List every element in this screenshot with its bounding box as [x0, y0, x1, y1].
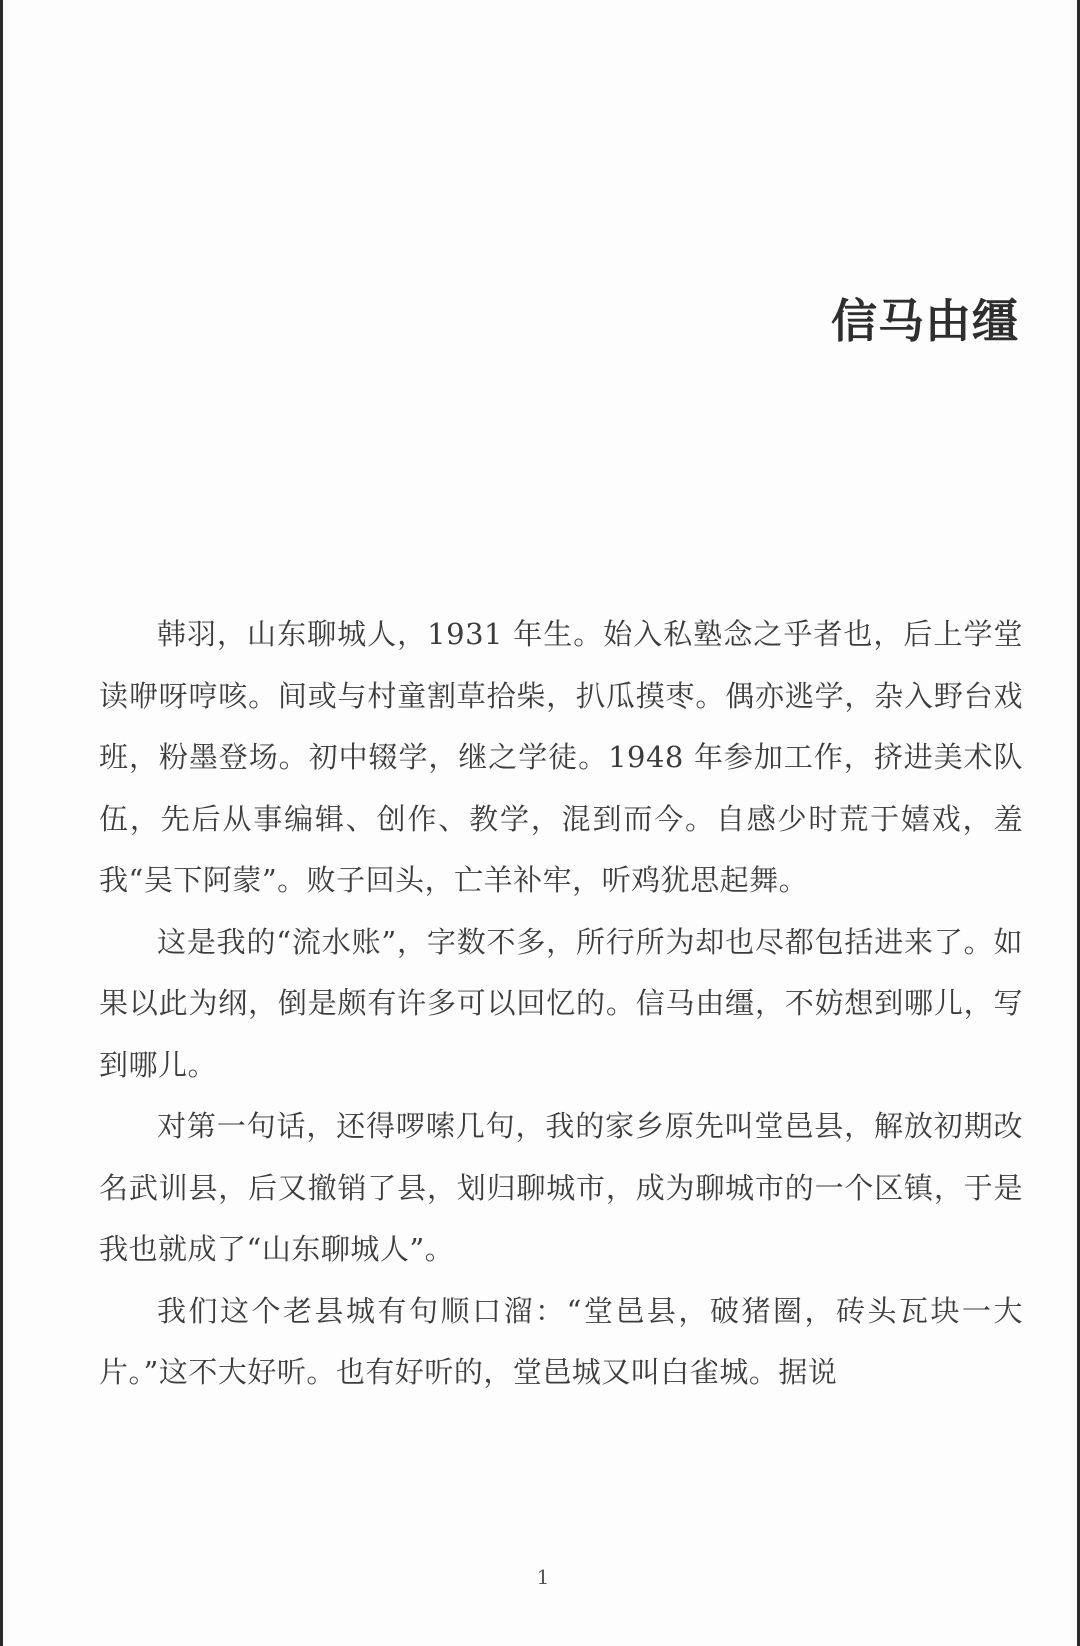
paragraph: 这是我的“流水账”，字数不多，所行所为却也尽都包括进来了。如果以此为纲，倒是颇有许多可以回忆的。信马由缰，不妨想到哪儿，写到哪儿。 — [99, 924, 1023, 1082]
page-number: 1 — [536, 1565, 550, 1589]
paragraph: 我们这个老县城有句顺口溜：“堂邑县，破猪圈，砖头瓦块一大片。”这不大好听。也有好听的，堂邑城又叫白雀城。据说 — [99, 1293, 1023, 1389]
chapter-title: 信马由缰 — [831, 294, 1019, 348]
paragraph: 韩羽，山东聊城人，1931 年生。始入私塾念之乎者也，后上学堂读咿呀哼咳。间或与村童割草拾柴，扒瓜摸枣。偶亦逃学，杂入野台戏班，粉墨登场。初中辍学，继之学徒。1948 年参加工作，挤进美术队伍，先后从事编辑、创作、教学，混到而今。自感少时荒于嬉戏，羞我“吴下阿蒙”。败子回头，亡羊补牢，听鸡犹思起舞。 — [99, 617, 1023, 897]
paragraph: 对第一句话，还得啰嗦几句，我的家乡原先叫堂邑县，解放初期改名武训县，后又撤销了县，划归聊城市，成为聊城市的一个区镇，于是我也就成了“山东聊城人”。 — [99, 1109, 1023, 1266]
body-text — [99, 604, 1023, 1404]
